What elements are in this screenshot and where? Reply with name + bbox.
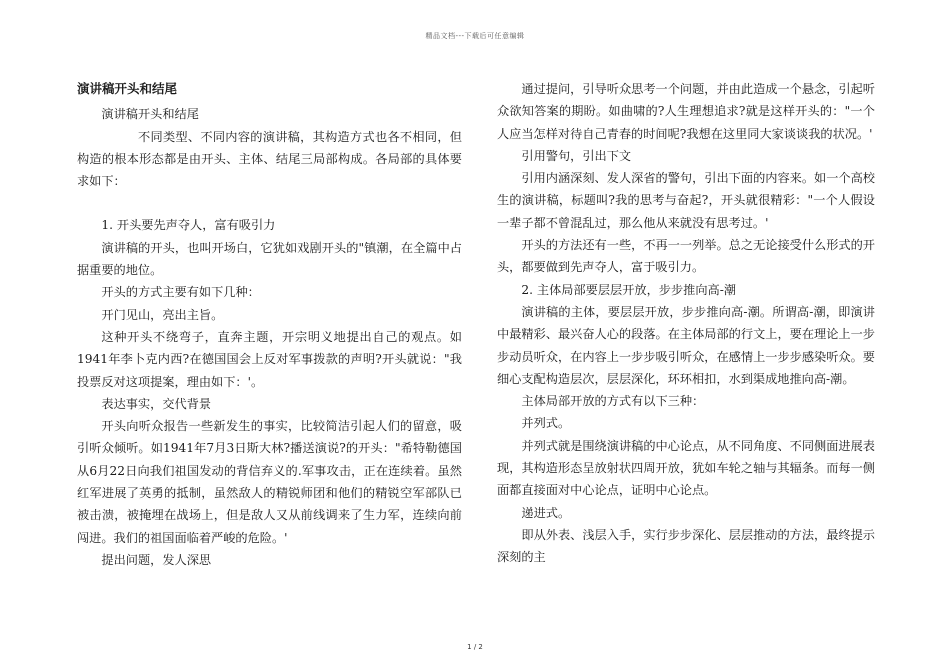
section-heading-opening: 1. 开头要先声夺人，富有吸引力 bbox=[101, 218, 276, 233]
paragraph: 即从外表、浅层入手，实行步步深化、层层推动的方法，最终提示深刻的主 bbox=[497, 527, 875, 565]
paragraph: 演讲稿的主体，要层层开放，步步推向高-潮。所谓高-潮，即演讲中最精彩、最兴奋人心的段落。在主体局部的行文上，要在理论上一步步动员听众，在内容上一步步吸引听众，在感情上一步步感染听众。要细心支配构造层次，层层深化，环环相扣，水到渠成地推向高-潮。 bbox=[497, 304, 875, 386]
paragraph-intro: 不同类型、不同内容的演讲稿，其构造方式也各不相同，但构造的根本形态都是由开头、主体、结尾三局部构成。各局部的具体要求如下： bbox=[77, 129, 462, 189]
paragraph-subtitle: 演讲稿开头和结尾 bbox=[101, 107, 199, 122]
document-title: 演讲稿开头和结尾 bbox=[77, 81, 178, 96]
paragraph: 这种开头不绕弯子，直奔主题，开宗明义地提出自己的观点。如1941年李卜克内西?在德国国会上反对军事拨款的声明?开头就说："我投票反对这项提案，理由如下：'。 bbox=[77, 329, 462, 389]
paragraph: 演讲稿的开头，也叫开场白，它犹如戏剧开头的"镇潮，在全篇中占据重要的地位。 bbox=[77, 240, 462, 278]
paragraph: 引用警句，引出下文 bbox=[521, 148, 632, 163]
paragraph: 开头向听众报告一些新发生的事实，比较简洁引起人们的留意，吸引听众倾听。如1941年7月3日斯大林?播送演说?的开头："希特勒德国从6月22日向我们祖国发动的背信弃义的.军事攻击，正在连续着。虽然红军进展了英勇的抵制，虽然敌人的精锐师团和他们的精锐空军部队已被击溃，被掩埋在战场上，但是敌人又从前线调来了生力军，连续向前闯进。我们的祖国面临着严峻的危险。' bbox=[77, 419, 462, 545]
page-number: 1 / 2 bbox=[467, 643, 483, 651]
paragraph: 表达事实，交代背景 bbox=[101, 396, 212, 411]
paragraph: 开头的方法还有一些，不再一一列举。总之无论接受什么形式的开头，都要做到先声夺人，富于吸引力。 bbox=[497, 238, 875, 275]
paragraph: 提出问题，发人深思 bbox=[101, 552, 212, 567]
paragraph: 并列式就是围绕演讲稿的中心论点，从不同角度、不同侧面进展表现，其构造形态呈放射状四周开放，犹如车轮之轴与其辐条。而每一侧面都直接面对中心论点，证明中心论点。 bbox=[497, 438, 875, 498]
page-header: 精品文档---下载后可任意编辑 bbox=[425, 32, 525, 40]
left-column bbox=[77, 78, 462, 571]
paragraph: 开头的方式主要有如下几种： bbox=[101, 285, 260, 300]
paragraph: 通过提问，引导听众思考一个问题，并由此造成一个悬念，引起听众欲知答案的期盼。如曲啸的?人生理想追求?就是这样开头的："一个人应当怎样对待自己青春的时间呢?我想在这里同大家谈谈我的状况。' bbox=[497, 82, 875, 141]
section-heading-body: 2. 主体局部要层层开放，步步推向高-潮 bbox=[521, 282, 737, 297]
paragraph: 递进式。 bbox=[521, 505, 571, 520]
paragraph: 引用内涵深刻、发人深省的警句，引出下面的内容来。如一个高校生的演讲稿，标题叫?我的思考与奋起?，开头就很精彩："一个人假设一辈子都不曾混乱过，那么他从来就没有思考过。' bbox=[497, 171, 875, 230]
paragraph: 主体局部开放的方式有以下三种： bbox=[521, 394, 705, 409]
paragraph: 开门见山，亮出主旨。 bbox=[101, 307, 224, 322]
paragraph: 并列式。 bbox=[521, 416, 571, 431]
right-column bbox=[497, 78, 875, 569]
